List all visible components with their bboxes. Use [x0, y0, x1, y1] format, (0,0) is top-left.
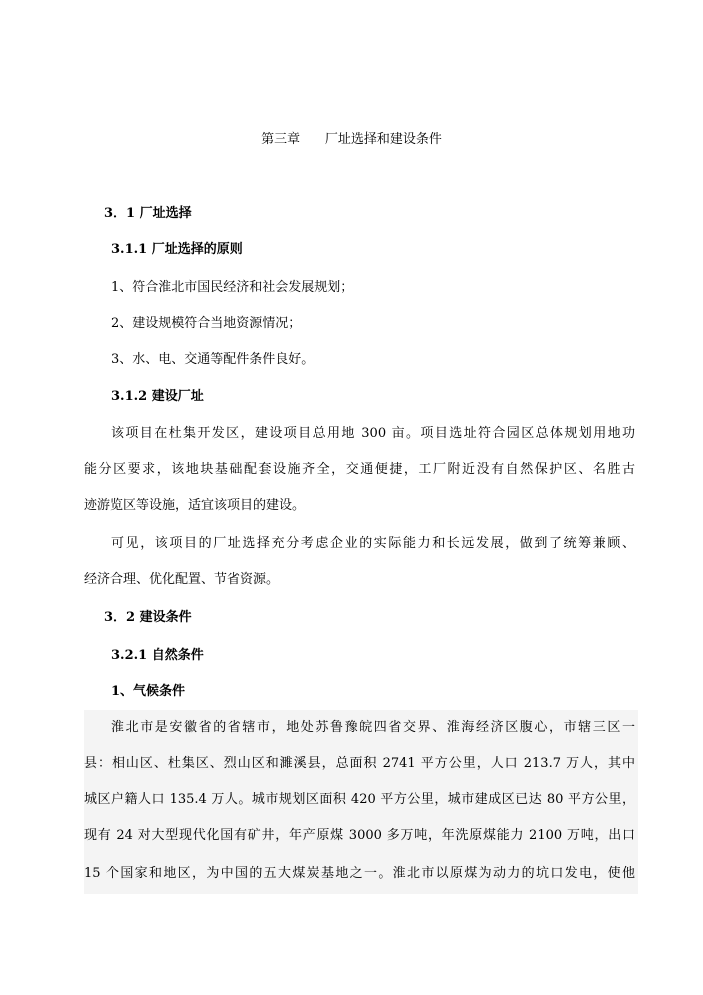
list-item: 3、水、电、交通等配件条件良好。	[111, 352, 315, 367]
paragraph-line: 15 个国家和地区，为中国的五大煤炭基地之一。淮北市以原煤为动力的坑口发电，使他	[84, 866, 635, 881]
paragraph-line: 迹游览区等设施，适宜该项目的建设。	[84, 498, 306, 513]
paragraph-line: 经济合理、优化配置、节省资源。	[84, 572, 280, 587]
subsection-3-2-1-heading: 3.2.1 自然条件	[111, 648, 204, 663]
section-3-1-heading: 3．1 厂址选择	[104, 206, 192, 221]
paragraph-line: 该项目在杜集开发区，建设项目总用地 300 亩。项目选址符合园区总体规划用地功	[111, 426, 635, 441]
paragraph-line: 可见，该项目的厂址选择充分考虑企业的实际能力和长远发展，做到了统筹兼顾、	[111, 536, 635, 551]
paragraph-line: 现有 24 对大型现代化国有矿井，年产原煤 3000 多万吨，年洗原煤能力 2100 万吨，出口	[84, 828, 635, 843]
paragraph-line: 淮北市是安徽省的省辖市，地处苏鲁豫皖四省交界、淮海经济区腹心，市辖三区一	[111, 720, 635, 735]
section-3-2-heading: 3．2 建设条件	[104, 610, 192, 625]
list-item: 2、建设规模符合当地资源情况；	[111, 316, 302, 331]
paragraph-line: 能分区要求，该地块基础配套设施齐全，交通便捷，工厂附近没有自然保护区、名胜古	[84, 462, 635, 477]
chapter-title: 第三章 厂址选择和建设条件	[261, 132, 442, 147]
subsection-3-1-1-heading: 3.1.1 厂址选择的原则	[111, 242, 243, 257]
paragraph-line: 城区户籍人口 135.4 万人。城市规划区面积 420 平方公里，城市建成区已达 80 平方公里，	[84, 792, 635, 807]
list-item: 1、符合淮北市国民经济和社会发展规划；	[111, 280, 354, 295]
paragraph-line: 县：相山区、杜集区、烈山区和濉溪县，总面积 2741 平方公里，人口 213.7 万人，其中	[84, 756, 635, 771]
subsection-3-1-2-heading: 3.1.2 建设厂址	[111, 389, 204, 404]
item-heading: 1、气候条件	[111, 684, 186, 699]
